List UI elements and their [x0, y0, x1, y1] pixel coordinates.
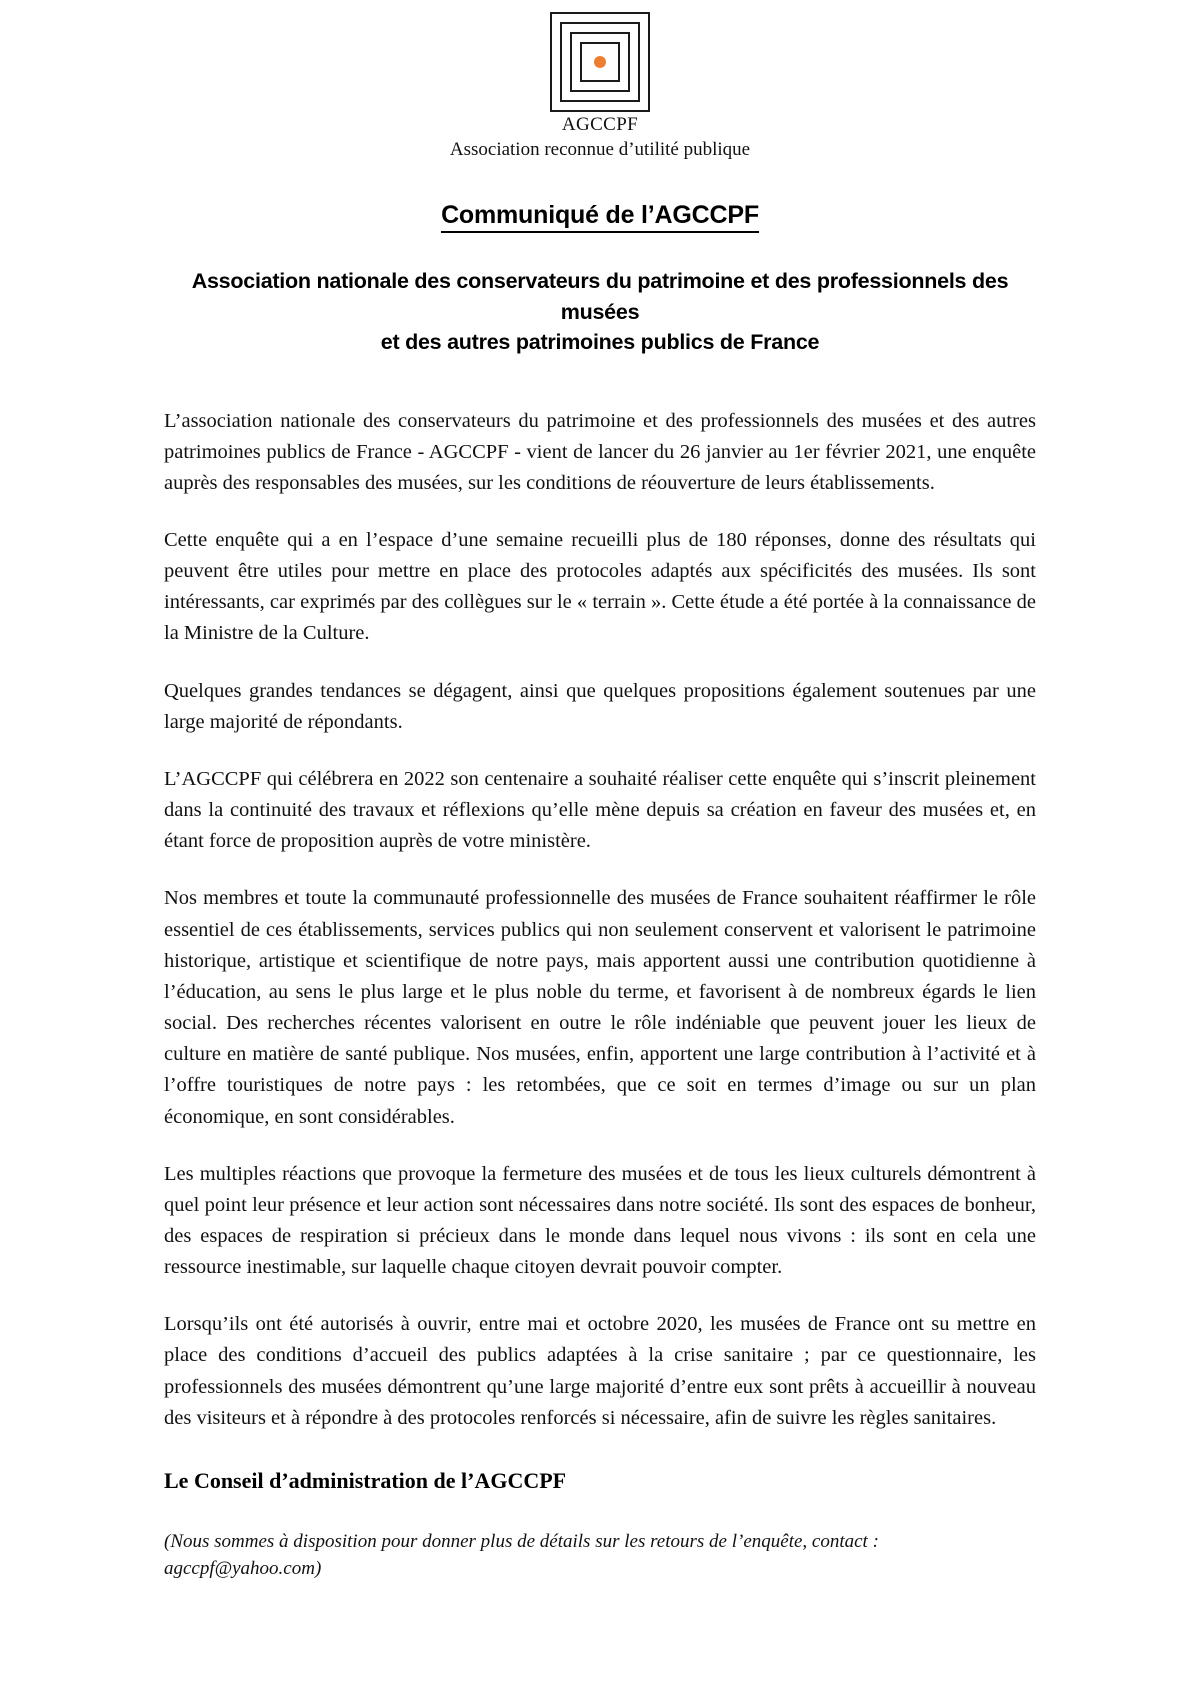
- subtitle-line-2: et des autres patrimoines publics de France: [380, 330, 820, 355]
- body-paragraph: Cette enquête qui a en l’espace d’une semaine recueilli plus de 180 réponses, donne des résultats qui peuvent être utiles pour mettre en place des protocoles adaptés aux spécificités des musées. Ils sont intéressants, car exprimés par des collègues sur le « terrain ». Cette étude a été portée à la connaissance de la Ministre de la Culture.: [164, 529, 1036, 645]
- contact-email[interactable]: agccpf@yahoo.com): [164, 1558, 322, 1580]
- document-subtitle: [170, 266, 1030, 358]
- body-paragraph: L’association nationale des conservateurs du patrimoine et des professionnels des musées et des autres patrimoines publics de France - AGCCPF - vient de lancer du 26 janvier au 1er février 2021, une enquête auprès des responsables des musées, sur les conditions de réouverture de leurs établissements.: [164, 409, 1036, 494]
- signature-line: Le Conseil d’administration de l’AGCCPF: [164, 1467, 567, 1493]
- document-body: [164, 358, 1036, 1583]
- body-paragraph: Les multiples réactions que provoque la fermeture des musées et de tous les lieux culturels démontrent à quel point leur présence et leur action sont nécessaires dans notre société. Ils sont des espaces de bonheur, des espaces de respiration si précieux dans le monde dans lequel nous vivons : ils sont en cela une ressource inestimable, sur laquelle chaque citoyen devrait pouvoir compter.: [164, 1162, 1036, 1279]
- body-paragraph: Lorsqu’ils ont été autorisés à ouvrir, entre mai et octobre 2020, les musées de France ont su mettre en place des conditions d’accueil des publics adaptées à la crise sanitaire ; par ce questionnaire, les professionnels des musées démontrent qu’une large majorité d’entre eux sont prêts à accueillir à nouveau des visiteurs et à répondre à des protocoles renforcés si nécessaire, afin de suivre les règles sanitaires.: [164, 1313, 1036, 1429]
- contact-note-line-1: (Nous sommes à disposition pour donner plus de détails sur les retours de l’enquête, contact :: [164, 1530, 879, 1552]
- contact-note: [164, 1528, 1036, 1583]
- body-paragraph: Quelques grandes tendances se dégagent, ainsi que quelques propositions également soutenues par une large majorité de répondants.: [164, 679, 1036, 733]
- logo-center-dot-icon: [594, 56, 606, 68]
- body-paragraph: Nos membres et toute la communauté professionnelle des musées de France souhaitent réaffirmer le rôle essentiel de ces établissements, services publics qui non seulement conservent et valorisent le patrimoine historique, artistique et scientifique de notre pays, mais apportent aussi une contribution quotidienne à l’éducation, au sens le plus large et le plus noble du terme, et favorisent à de nombreux égards le lien social. Des recherches récentes valorisent en outre le rôle indéniable que peuvent jouer les lieux de culture en matière de santé publique. Nos musées, enfin, apportent une large contribution à l’activité et à l’offre touristiques de notre pays : les retombées, que ce soit en termes d’image ou sur un plan économique, en sont considérables.: [164, 887, 1036, 1128]
- body-paragraph: L’AGCCPF qui célébrera en 2022 son centenaire a souhaité réaliser cette enquête qui s’inscrit pleinement dans la continuité des travaux et réflexions qu’elle mène depuis sa création en faveur des musées et, en étant force de proposition auprès de votre ministère.: [164, 767, 1036, 853]
- page-title: [0, 201, 1200, 230]
- agccpf-logo-icon: [550, 12, 650, 112]
- logo-tagline: Association reconnue d’utilité publique: [449, 139, 751, 160]
- logo-acronym: AGCCPF: [561, 114, 639, 135]
- subtitle-line-1: Association nationale des conservateurs du patrimoine et des professionnels des musées: [191, 269, 1009, 324]
- page-title-text: Communiqué de l’AGCCPF: [441, 201, 759, 233]
- document-header: [0, 0, 1200, 161]
